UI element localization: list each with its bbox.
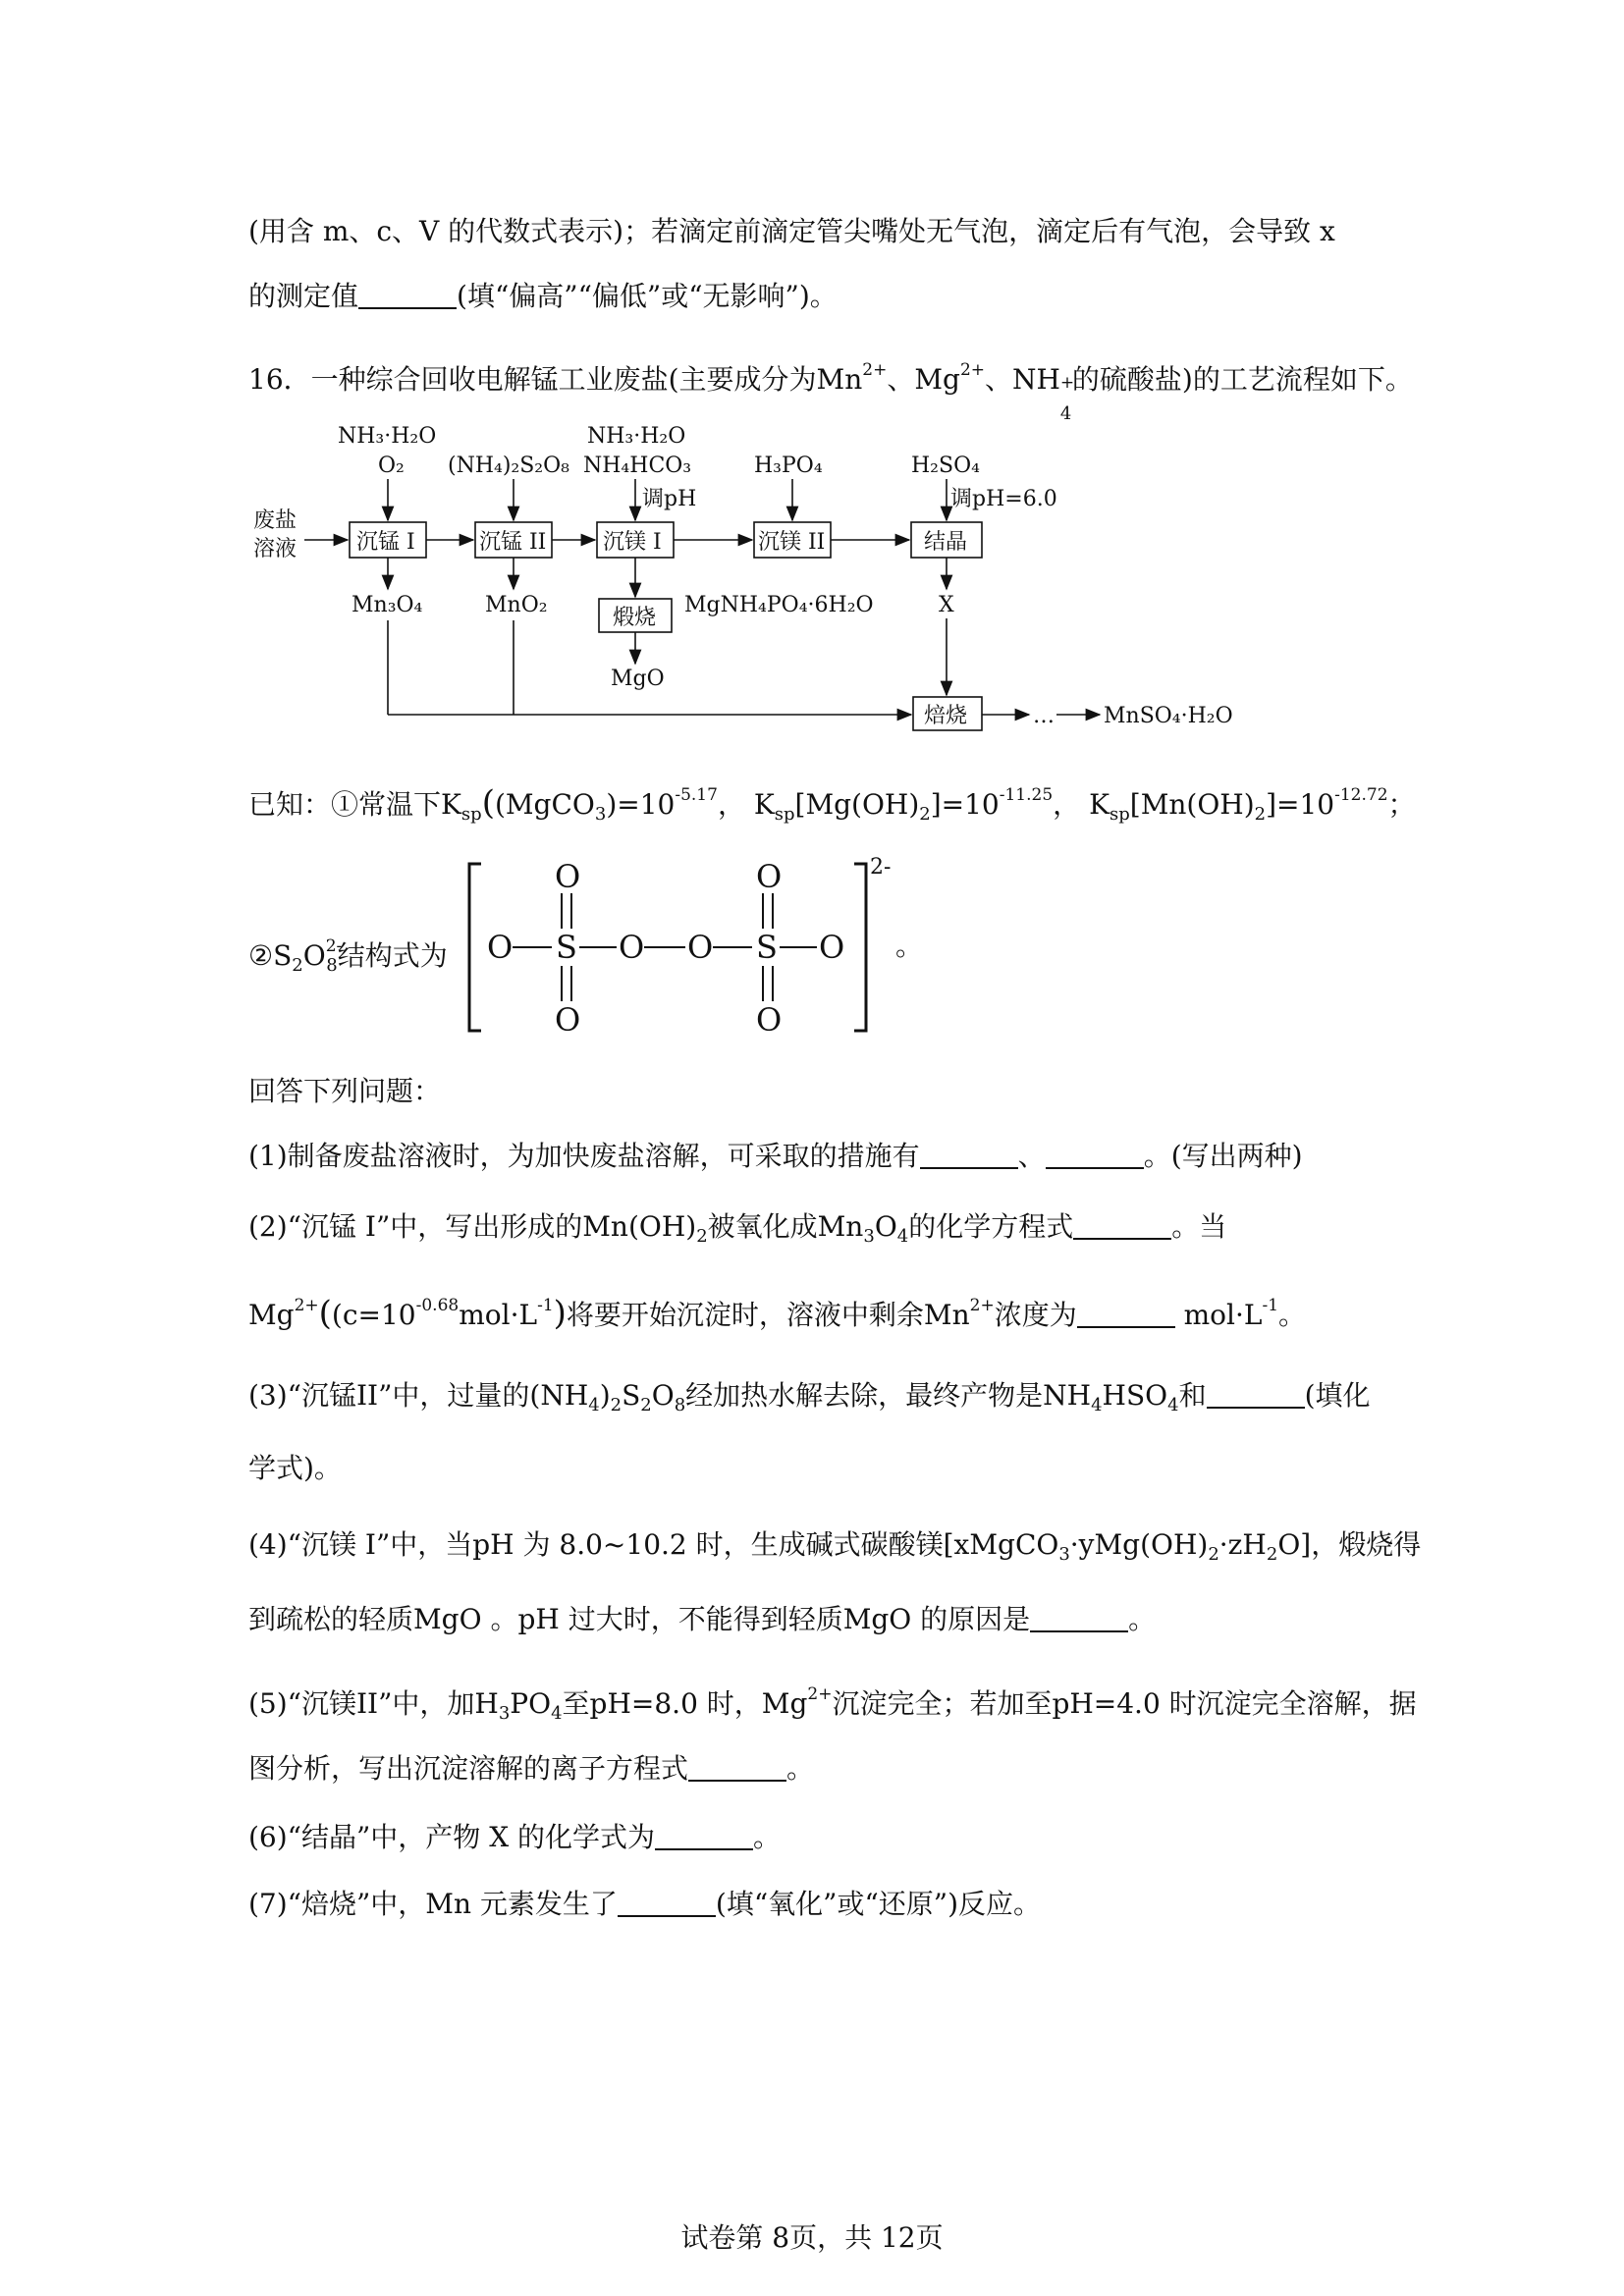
box-chenmeng-2: 沉锰 II [479,530,547,555]
answer-blank-2b[interactable] [1077,1301,1175,1328]
box-chenmei-1: 沉镁 I [603,530,662,555]
output-struvite: MgNH₄PO₄·6H₂O [684,593,874,617]
part-2-line-2: $Mg^{2+}((c=10^{-0.68}mol\cdot L^{-1})$将要开始沉淀时，溶液中剩余$Mn^{2+}$浓度为 $mol\cdot L^{-1}$。 [248,1294,1307,1333]
part-3-line-1: (3)“沉锰II”中，过量的$(NH_4)_2S_2O_8$经加热水解去除，最终产物是$NH_4HSO_4$和 (填化 [248,1379,1371,1415]
reagent-nh3h2o-1: NH₃·H₂O [338,424,437,449]
part-5-line-1: (5)“沉镁II”中，加$H_3PO_4$至pH=8.0 时，$Mg^{2+}$沉淀完全；若加至pH=4.0 时沉淀完全溶解，据 [248,1684,1417,1724]
output-mno2: MnO₂ [485,593,548,617]
part-2-line-1: (2)“沉锰 I”中，写出形成的$Mn(OH)_2$被氧化成$Mn_3O_4$的化学方程式 。当 [248,1210,1227,1247]
answer-blank-3[interactable] [1207,1381,1305,1409]
adjust-ph-label: 调pH [642,487,697,511]
atom-o-top-1: O [555,858,581,895]
atom-o-bottom-1: O [555,1001,581,1039]
reagent-h2so4: H₂SO₄ [911,454,980,478]
charge-label: 2- [870,855,892,880]
part-4-line-2: 到疏松的轻质MgO 。pH 过大时，不能得到轻质MgO 的原因是 。 [248,1603,1157,1635]
text-line-1: (用含 m、c、V 的代数式表示)；若滴定前滴定管尖嘴处无气泡，滴定后有气泡，会导致 x [248,215,1335,247]
known-structure-label: $②S_2O^{2-}_8$结构式为 [248,936,448,976]
reagent-persulfate: (NH₄)₂S₂O₈ [448,454,569,478]
answer-blank-4[interactable] [1030,1605,1128,1632]
answer-blank-1b[interactable] [1046,1142,1144,1169]
atom-o-top-2: O [756,858,783,895]
question-16-stem: 16．一种综合回收电解锰工业废盐(主要成分为$Mn^{2+}$、$Mg^{2+}$、NH + 4 的硫酸盐)的工艺流程如下。 [248,360,1413,424]
reagent-h3po4: H₃PO₄ [754,454,823,478]
atom-o-right: O [819,929,845,966]
answer-blank-2a[interactable] [1073,1212,1171,1240]
page-footer: 试卷第 8页，共 12页 [680,2221,944,2254]
structure-period: 。 [895,930,924,962]
part-7: (7)“焙烧”中，Mn 元素发生了 (填“氧化”或“还原”)反应。 [248,1888,1042,1920]
box-crystallize: 结晶 [924,530,968,555]
box-calcine: 煅烧 [613,606,657,630]
part-5-line-2: 图分析，写出沉淀溶解的离子方程式 。 [248,1752,815,1785]
atom-o-bottom-2: O [756,1001,783,1039]
final-product: MnSO₄·H₂O [1104,704,1233,728]
atom-o-bridge-1: O [619,929,645,966]
atom-o-left: O [487,929,514,966]
output-mn3o4: Mn₃O₄ [352,593,423,617]
box-roast: 焙烧 [924,704,968,728]
atom-o-bridge-2: O [687,929,714,966]
output-mgo: MgO [611,667,665,691]
process-flow-diagram [0,412,1624,736]
answer-blank-1a[interactable] [920,1142,1018,1169]
answer-intro: 回答下列问题： [248,1075,442,1107]
answer-blank-6[interactable] [655,1823,753,1850]
part-4-line-1: (4)“沉镁 I”中，当pH 为 8.0~10.2 时，生成碱式碳酸镁$[xMgCO_3\cdot yMg(OH)_2\cdot zH_2O]$，煅烧得 [248,1528,1422,1565]
reagent-nh4hco3: NH₄HCO₃ [583,454,692,478]
text-line-2: 的测定值 (填“偏高”“偏低”或“无影响”)。 [248,280,838,312]
feed-label-1: 废盐 [253,508,298,533]
feed-label-2: 溶液 [253,537,298,561]
reagent-nh3h2o-2: NH₃·H₂O [587,424,686,449]
answer-blank[interactable] [358,282,457,309]
box-chenmeng-1: 沉锰 I [356,530,415,555]
atom-s-1: S [556,929,577,966]
flow-ellipsis: … [1033,704,1055,728]
part-1: (1)制备废盐溶液时，为加快废盐溶解，可采取的措施有 、 。(写出两种) [248,1140,1303,1172]
reagent-o2: O₂ [378,454,405,478]
answer-blank-7[interactable] [618,1890,716,1917]
part-6: (6)“结晶”中，产物 X 的化学式为 。 [248,1821,782,1853]
atom-s-2: S [756,929,778,966]
known-ksp-line: 已知：①常温下$K_{sp}((MgCO_3)=10^{-5.17}$， $K_{sp}[Mg(OH)_2]=10^{-11.25}$， $K_{sp}[Mn(OH)_2]=10^{-12.72}$； [248,783,1416,825]
part-3-line-2: 学式)。 [248,1452,342,1484]
box-chenmei-2: 沉镁 II [758,530,826,555]
output-x: X [939,593,954,617]
answer-blank-5[interactable] [688,1754,786,1782]
adjust-ph-6-label: 调pH=6.0 [950,487,1057,511]
